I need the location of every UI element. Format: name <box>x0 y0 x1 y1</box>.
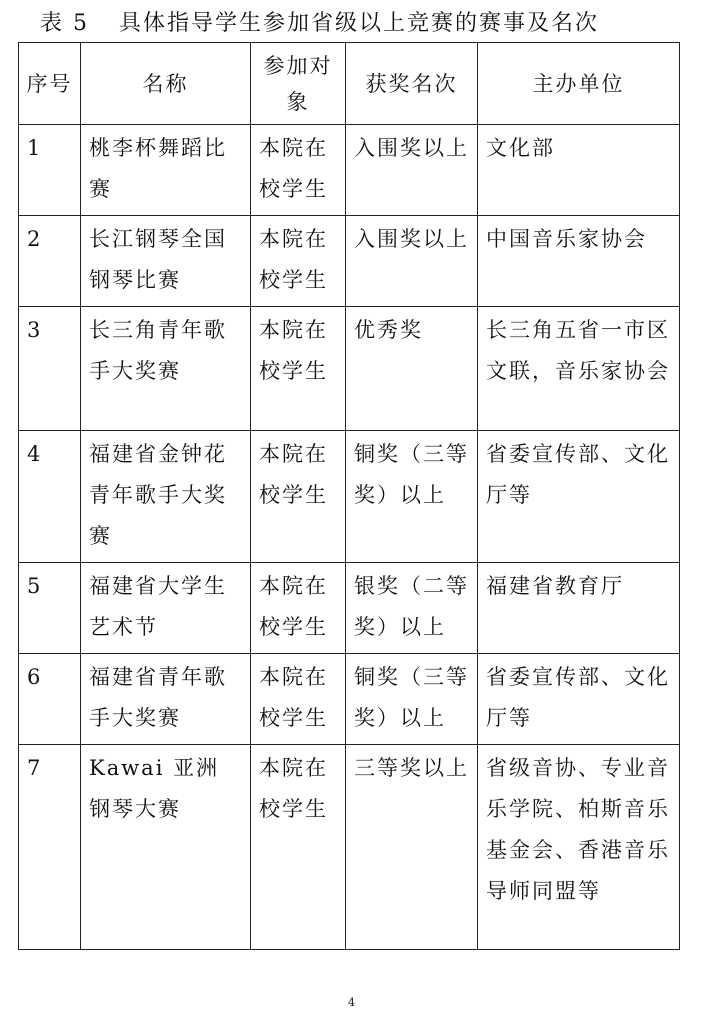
row-participants: 本院在校学生 <box>251 745 346 950</box>
table-row <box>19 431 680 563</box>
row-participants: 本院在校学生 <box>251 431 346 563</box>
row-organizer: 长三角五省一市区文联，音乐家协会 <box>478 307 680 431</box>
row-seq: 6 <box>19 654 81 745</box>
header-row <box>19 43 680 125</box>
row-seq: 2 <box>19 216 81 307</box>
header-organizer: 主办单位 <box>478 43 680 125</box>
row-seq: 7 <box>19 745 81 950</box>
table-caption <box>40 6 599 37</box>
table-row <box>19 125 680 216</box>
table-row <box>19 563 680 654</box>
row-name: 福建省大学生艺术节 <box>81 563 251 654</box>
page-number: 4 <box>348 996 355 1009</box>
header-award: 获奖名次 <box>346 43 478 125</box>
row-participants: 本院在校学生 <box>251 125 346 216</box>
row-organizer: 中国音乐家协会 <box>478 216 680 307</box>
row-seq: 1 <box>19 125 81 216</box>
row-name: 长三角青年歌手大奖赛 <box>81 307 251 431</box>
row-organizer: 省委宣传部、文化厅等 <box>478 431 680 563</box>
row-name: 福建省金钟花青年歌手大奖赛 <box>81 431 251 563</box>
row-name: 桃李杯舞蹈比赛 <box>81 125 251 216</box>
row-participants: 本院在校学生 <box>251 654 346 745</box>
row-name: Kawai 亚洲钢琴大赛 <box>81 745 251 950</box>
row-award: 银奖（二等奖）以上 <box>346 563 478 654</box>
row-participants: 本院在校学生 <box>251 307 346 431</box>
row-award: 入围奖以上 <box>346 216 478 307</box>
table-row <box>19 745 680 950</box>
row-organizer: 福建省教育厅 <box>478 563 680 654</box>
row-participants: 本院在校学生 <box>251 216 346 307</box>
row-seq: 3 <box>19 307 81 431</box>
header-participants: 参加对象 <box>251 43 346 125</box>
row-organizer: 省级音协、专业音乐学院、柏斯音乐基金会、香港音乐导师同盟等 <box>478 745 680 950</box>
table-number: 表 5 <box>40 11 89 36</box>
header-name: 名称 <box>81 43 251 125</box>
row-name: 福建省青年歌手大奖赛 <box>81 654 251 745</box>
table-title: 具体指导学生参加省级以上竞赛的赛事及名次 <box>119 11 600 36</box>
row-award: 优秀奖 <box>346 307 478 431</box>
row-organizer: 文化部 <box>478 125 680 216</box>
row-award: 三等奖以上 <box>346 745 478 950</box>
header-seq: 序号 <box>19 43 81 125</box>
row-seq: 5 <box>19 563 81 654</box>
row-award: 铜奖（三等奖）以上 <box>346 431 478 563</box>
competition-table <box>18 42 680 950</box>
table-row <box>19 654 680 745</box>
row-organizer: 省委宣传部、文化厅等 <box>478 654 680 745</box>
row-award: 入围奖以上 <box>346 125 478 216</box>
row-award: 铜奖（三等奖）以上 <box>346 654 478 745</box>
row-name: 长江钢琴全国钢琴比赛 <box>81 216 251 307</box>
table-row <box>19 216 680 307</box>
row-seq: 4 <box>19 431 81 563</box>
row-participants: 本院在校学生 <box>251 563 346 654</box>
table-row <box>19 307 680 431</box>
